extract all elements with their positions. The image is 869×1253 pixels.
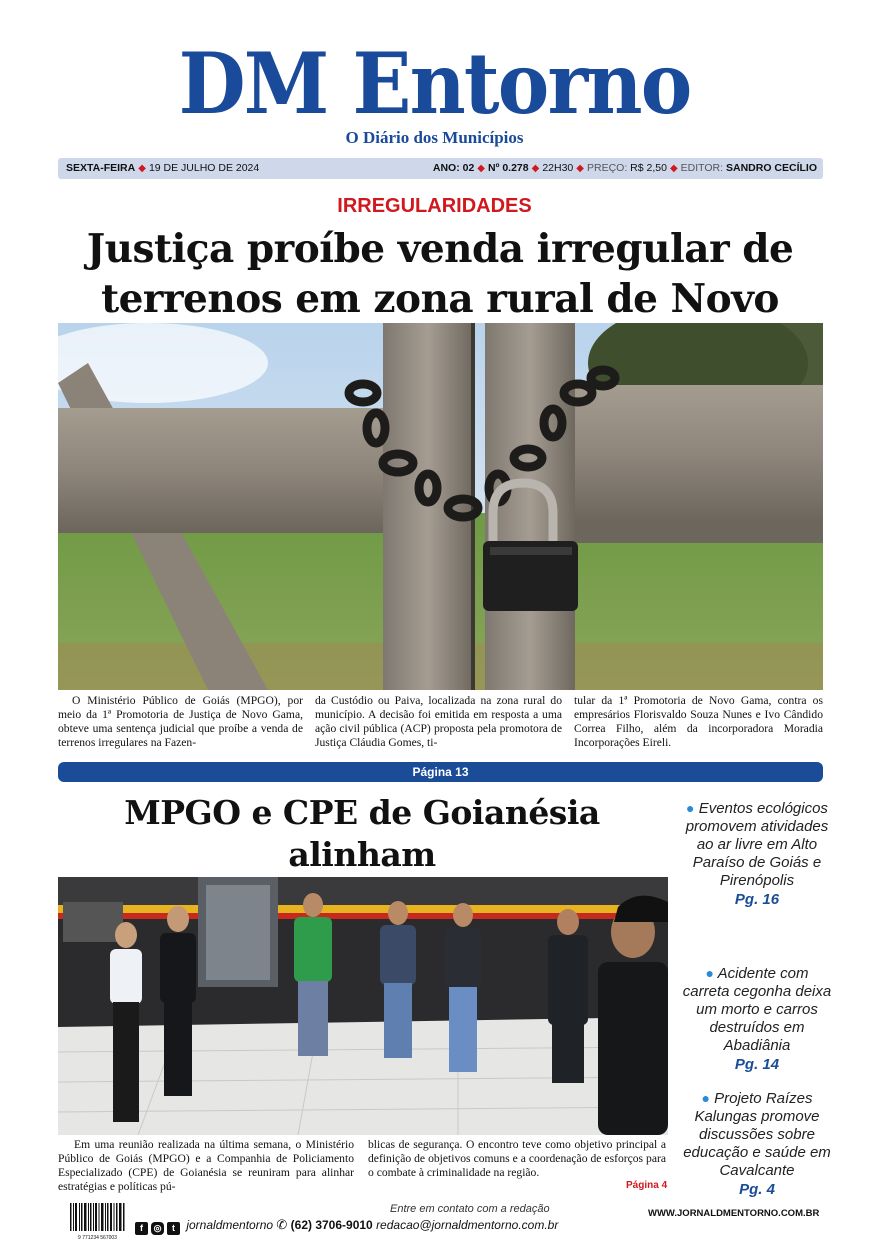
weekday: SEXTA-FEIRA bbox=[66, 162, 136, 174]
edition-info-bar bbox=[58, 158, 823, 179]
editor-name: SANDRO CECÍLIO bbox=[725, 162, 817, 174]
newspaper-tagline: O Diário dos Municípios bbox=[345, 128, 524, 147]
newspaper-logo: DM Entorno bbox=[178, 34, 691, 133]
sidebar-item-eventos[interactable] bbox=[682, 799, 832, 909]
diamond-icon: ◆ bbox=[477, 163, 485, 174]
bullet-icon: ● bbox=[705, 965, 714, 981]
sidebar-item-projeto[interactable] bbox=[682, 1089, 832, 1199]
phone-number[interactable]: (62) 3706-9010 bbox=[290, 1218, 373, 1232]
barcode-number: 9 771234 567003 bbox=[78, 1235, 117, 1241]
contact-note: Entre em contato com a redação bbox=[390, 1203, 550, 1215]
barcode bbox=[70, 1203, 125, 1239]
sidebar-item-page: Pg. 14 bbox=[734, 1056, 780, 1073]
story1-photo-locked-gate bbox=[58, 323, 823, 690]
sidebar-item-acidente[interactable] bbox=[682, 964, 832, 1074]
edition-year: ANO: 02 bbox=[432, 162, 475, 174]
bullet-icon: ● bbox=[701, 1090, 710, 1106]
diamond-icon: ◆ bbox=[531, 163, 540, 174]
story2-page-ref[interactable]: Página 4 bbox=[626, 1180, 668, 1191]
sidebar-item-text: Eventos ecológicos promovem atividades ao ar livre em Alto Paraíso de Goiás e Pirenópolis bbox=[685, 800, 829, 889]
whatsapp-icon: ✆ bbox=[276, 1217, 288, 1232]
price-value: R$ 2,50 bbox=[630, 162, 667, 174]
story1-text-col3: tular da 1ª Promotoria de Novo Gama, contra os empresários Florisvaldo Souza Nunes e Ivo Cândido Correa Filho, além da incorporadora Moradia Incorporações Eireli. bbox=[574, 694, 823, 749]
story1-page-ref[interactable]: Página 13 bbox=[58, 762, 823, 782]
footer-contact-line bbox=[135, 1217, 558, 1235]
diamond-icon: ◆ bbox=[669, 163, 678, 174]
price-label: PREÇO: bbox=[586, 162, 628, 174]
story2-photo-meeting bbox=[58, 877, 668, 1135]
diamond-icon: ◆ bbox=[576, 163, 584, 174]
sidebar-item-page: Pg. 4 bbox=[739, 1181, 775, 1198]
edition-time: 22H30 bbox=[542, 162, 574, 174]
story1-text-col2: da Custódio ou Paiva, localizada na zona rural do município. A decisão foi emitida em resposta a uma ação civil pública (ACP) proposta pela promotora de Justiça Cláudia Gomes, ti- bbox=[315, 694, 562, 749]
story1-kicker: IRREGULARIDADES bbox=[337, 195, 532, 217]
story2-text-col1: Em uma reunião realizada na última semana, o Ministério Público de Goiás (MPGO) e a Companhia de Policiamento Especializado (CPE) de Goianésia se reuniram para alinhar estratégias e políticas pú- bbox=[58, 1138, 354, 1193]
edition-number: Nº 0.278 bbox=[488, 162, 529, 174]
website-link[interactable]: WWW.JORNALDMENTORNO.COM.BR bbox=[648, 1208, 820, 1219]
story2-text-col2: blicas de segurança. O encontro teve como objetivo principal a definição de objetivos comuns e a coordenação de esforços para o combate à criminalidade na região. bbox=[368, 1138, 666, 1179]
edition-date: 19 DE JULHO DE 2024 bbox=[148, 162, 260, 174]
facebook-icon[interactable]: f bbox=[135, 1222, 148, 1235]
instagram-icon[interactable]: ◎ bbox=[151, 1222, 164, 1235]
sidebar-item-page: Pg. 16 bbox=[734, 891, 780, 908]
sidebar-item-text: Projeto Raízes Kalungas promove discussões sobre educação e saúde em Cavalcante bbox=[683, 1090, 831, 1179]
email-link[interactable]: redacao@jornaldmentorno.com.br bbox=[376, 1218, 559, 1232]
sidebar-item-text: Acidente com carreta cegonha deixa um morto e carros destruídos em Abadiânia bbox=[682, 965, 832, 1054]
bullet-icon: ● bbox=[686, 800, 695, 816]
twitter-icon[interactable]: t bbox=[167, 1222, 180, 1235]
story2-headline-line1: MPGO e CPE de Goianésia alinham bbox=[124, 793, 600, 874]
social-handle[interactable]: jornaldmentorno bbox=[186, 1218, 274, 1232]
editor-label: EDITOR: bbox=[680, 162, 724, 174]
diamond-icon: ◆ bbox=[138, 163, 146, 174]
story1-headline-line2: terrenos em zona rural de Novo bbox=[101, 276, 779, 322]
story1-headline-line1: Justiça proíbe venda irregular de bbox=[86, 226, 794, 272]
story1-text-col1: O Ministério Público de Goiás (MPGO), por meio da 1ª Promotoria de Justiça de Novo Gama, obteve uma sentença judicial que proíbe a venda de terrenos irregulares na Fazen- bbox=[58, 694, 303, 749]
